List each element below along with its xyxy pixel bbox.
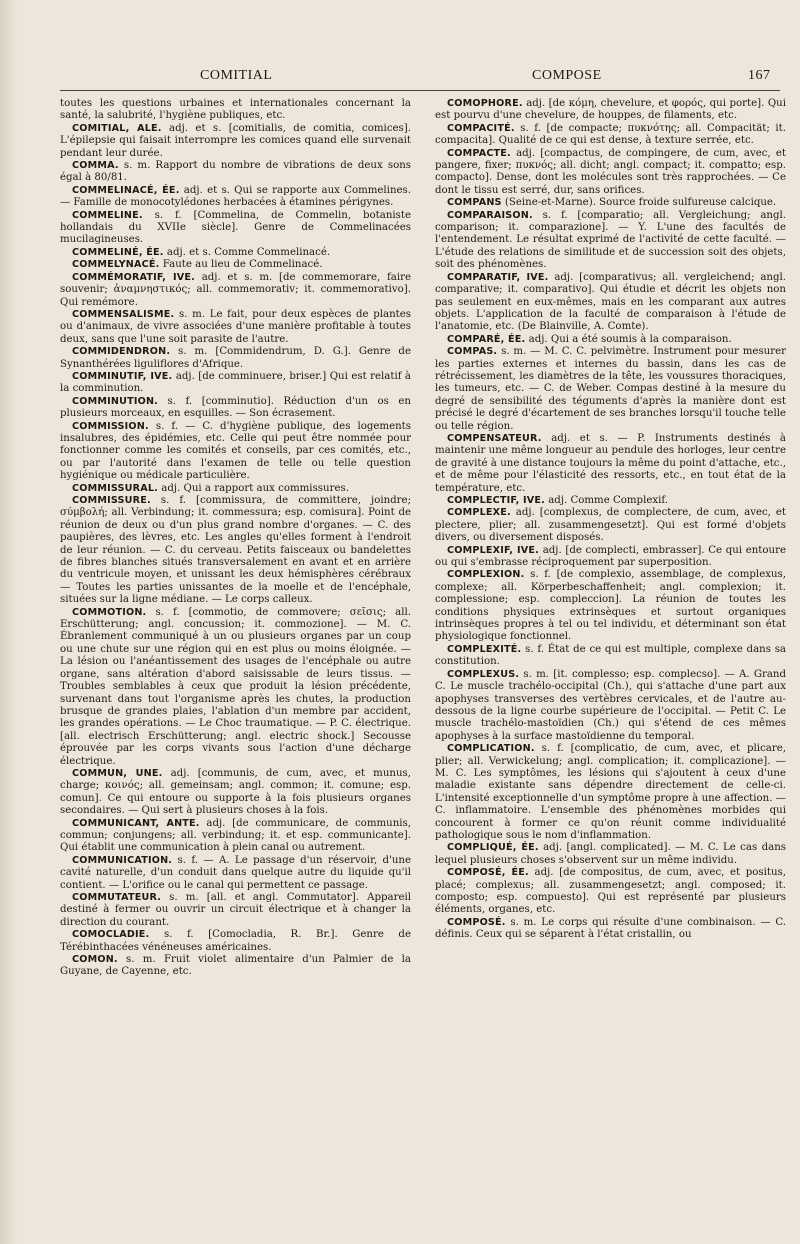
entry-definition: adj. et s. Comme Commelinacé. — [163, 246, 331, 258]
entry-definition: s. f. [comminutio]. Réduction d'un os en plusieurs morceaux, en esquilles. — Son écrasement. — [60, 395, 411, 420]
entry-definition: (Seine-et-Marne). Source froide sulfureuse calcique. — [501, 197, 777, 209]
entry-definition: s. m. — M. C. C. pelvimètre. Instrument pour mesurer les parties externes et internes du bassin, dans les cas de rétrécissement, les diamètres de la tête, les voussures thoraciques, les tumeurs, etc. — C. de Weber. Compas destiné à la mesure du degré de sensibilité des téguments d'après la manière dont est précisé le degré d'écartement de ses branches lorsqu'il touche telle ou telle région. — [435, 346, 786, 432]
entry-headword: COMMISSURE. — [72, 495, 151, 506]
header-rule — [60, 90, 780, 91]
entry-headword: COMPENSATEUR. — [447, 432, 542, 444]
entry-headword: COMOPHORE. — [447, 98, 523, 109]
entry-headword: COMMUTATEUR. — [72, 892, 162, 903]
entry-headword: COMMINUTION. — [72, 395, 159, 407]
dictionary-entry — [60, 495, 411, 607]
entry-headword: COMPARATIF, IVE. — [447, 271, 549, 283]
entry-headword: COMMENSALISME. — [72, 308, 175, 320]
dictionary-entry — [435, 123, 786, 148]
entry-headword: COMMISSION. — [72, 420, 149, 432]
dictionary-entry — [60, 371, 411, 396]
dictionary-entry — [435, 346, 786, 433]
entry-definition: adj. et s. — P. Instruments destinés à maintenir une même longueur au pendule des horloges, leur centre de gravité à une distance toujours la même du point d'attache, etc., et de même pour l'élasticité des ressorts, etc., en tout état de la température, etc. — [435, 432, 786, 494]
entry-headword: COMON. — [72, 954, 118, 966]
dictionary-entry — [435, 433, 786, 495]
entry-definition: s. f. [commissura, de committere, joindre; σύμβολή; all. Verbindung; it. commessura; esp. comisura]. Point de réunion de deux ou d'un plus grand nombre d'organes. — C. des paupières, des lèvres, etc. Les angles qu'elles forment à l'endroit de leur réunion. — C. du cerveau. Petits faisceaux ou bandelettes de fibres blanches situés transversalement en avant et en arrière du ventricule moyen, et unissant les deux hémisphères cérébraux — Toutes les parties unissantes de la moelle et de l'encéphale, situées sur la ligne médiane. — Le corps calleux. — [60, 495, 411, 606]
entry-definition: s. m. [all. et angl. Commutator]. Appareil destiné à fermer ou ouvrir un circuit électrique et à changer la direction du courant. — [60, 892, 411, 928]
entry-headword: COMMA. — [72, 160, 119, 172]
entry-definition: toutes les questions urbaines et internationales concernant la santé, la salubrité, l'hygiène publiques, etc. — [60, 98, 411, 122]
entry-definition: adj. Comme Complexif. — [544, 495, 669, 506]
entry-headword: COMPAS. — [447, 346, 498, 358]
dictionary-entry — [435, 495, 786, 507]
dictionary-entry — [435, 98, 786, 123]
entry-headword: COMPARAISON. — [447, 209, 533, 221]
dictionary-entry — [60, 396, 411, 421]
entry-headword: COMPACITÉ. — [447, 122, 515, 134]
entry-definition: adj. [communis, de cum, avec, et munus, charge; κοινός; all. gemeinsam; angl. common; it. comune; esp. comun]. Ce qui entoure ou supporte à la fois plusieurs organes secondaires. — Qui sert à plusieurs choses à la fois. — [60, 767, 411, 817]
dictionary-entry — [60, 346, 411, 371]
entry-definition: adj. [comparativus; all. vergleichend; angl. comparative; it. comparativo]. Qui étudie et décrit les objets non pas seulement en eux-mêmes, mais en les comparant aux autres objets. L'application de la faculté de comparaison à l'étude de l'anatomie, etc. (De Blainville, A. Comte). — [435, 271, 786, 333]
entry-headword: COMPLEXITÉ. — [447, 643, 522, 655]
dictionary-entry — [60, 855, 411, 892]
dictionary-entry — [435, 197, 786, 209]
entry-definition: s. m. Rapport du nombre de vibrations de deux sons égal à 80/81. — [60, 160, 411, 184]
dictionary-entry — [435, 743, 786, 842]
dictionary-entry — [60, 309, 411, 346]
dictionary-entry — [60, 954, 411, 979]
entry-definition: adj. [de communicare, de communis, commun; conjungens; all. verbindung; it. et esp. communicante]. Qui établit une communication à plein canal ou autrement. — [60, 817, 411, 854]
dictionary-entry — [435, 148, 786, 198]
dictionary-entry — [435, 545, 786, 570]
right-column — [435, 98, 786, 979]
dictionary-entry — [60, 247, 411, 259]
entry-definition: s. m. [Commidendrum, D. G.]. Genre de Synanthérées liguliflores d'Afrique. — [60, 346, 411, 370]
entry-definition: s. f. [de compacte; πυκνότης; all. Compacität; it. compacita]. Qualité de ce qui est dense, à texture serrée, etc. — [435, 122, 786, 147]
entry-definition: s. f. État de ce qui est multiple, complexe dans sa constitution. — [435, 643, 786, 668]
entry-definition: adj. [de comminuere, briser.] Qui est relatif à la comminution. — [60, 370, 411, 395]
text-columns — [60, 98, 786, 979]
dictionary-entry — [60, 607, 411, 768]
entry-headword: COMMELINE. — [72, 209, 143, 221]
entry-definition: s. f. [comparatio; all. Vergleichung; angl. comparison; it. comparazione]. — Y. L'une des facultés de l'entendement. Le résultat exprimé de l'activité de cette faculté. — L'étude des relations de similitude et de succession soit des objets, soit des phénomènes. — [435, 209, 786, 271]
entry-headword: COMPARÉ, ÉE. — [447, 333, 526, 345]
dictionary-entry — [435, 644, 786, 669]
dictionary-entry — [60, 272, 411, 309]
dictionary-entry — [60, 768, 411, 818]
entry-headword: COMOCLADIE. — [72, 929, 150, 941]
entry-headword: COMPLECTIF, IVE. — [447, 495, 545, 506]
dictionary-entry — [435, 507, 786, 544]
entry-headword: COMMUN, UNE. — [72, 767, 163, 779]
entry-definition: Faute au lieu de Commelinacé. — [159, 259, 323, 271]
entry-definition: adj. Qui a été soumis à la comparaison. — [525, 333, 732, 345]
entry-definition: s. f. [Commelina, de Commelin, botaniste hollandais du XVIIe siècle]. Genre de Commelinacées mucilagineuses. — [60, 209, 411, 246]
entry-definition: adj. [de compositus, de cum, avec, et positus, placé; complexus; all. zusammengesetzt; angl. composed; it. composto; esp. compuesto]. Qui est représenté par plusieurs éléments, organes, etc. — [435, 867, 786, 916]
entry-definition: s. m. [it. complesso; esp. complecso]. — A. Grand C. Le muscle trachélo-occipital (Ch.), qui s'attache d'une part aux apophyses transverses des vertèbres cervicales, et de l'autre au-dessous de la ligne courbe supérieure de l'occipital. — Petit C. Le muscle trachélo-mastoïdien (Ch.) qui s'étend de ces mêmes apophyses à la surface mastoïdienne du temporal. — [435, 668, 786, 742]
entry-definition: s. m. Le fait, pour deux espèces de plantes ou d'animaux, de vivre associées d'une manière profitable à toutes deux, sans que l'une soit parasite de l'autre. — [60, 308, 411, 345]
entry-definition: adj. [de κόμη, chevelure, et φορός, qui porte]. Qui est pourvu d'une chevelure, de houppes, de filaments, etc. — [435, 98, 786, 122]
entry-definition: s. f. [Comocladia, R. Br.]. Genre de Térébinthacées vénéneuses américaines. — [60, 929, 411, 953]
entry-definition: adj. et s. Qui se rapporte aux Commelines. — Famille de monocotylédones herbacées à étamines périgynes. — [60, 184, 412, 209]
dictionary-entry — [60, 185, 411, 210]
header-right-word: COMPOSE — [532, 68, 602, 83]
entry-headword: COMPLEXUS. — [447, 668, 520, 680]
entry-definition: s. m. Le corps qui résulte d'une combinaison. — C. définis. Ceux qui se séparent à l'état cristallin, ou — [435, 916, 786, 941]
entry-headword: COMPLIQUÉ, ÉE. — [447, 842, 539, 854]
running-header — [0, 68, 800, 90]
entry-definition: adj. et s. [comitialis, de comitia, comices]. L'épilepsie qui faisait interrompre les comices quand elle survenait pendant leur durée. — [60, 122, 411, 159]
entry-headword: COMMUNICANT, ANTE. — [72, 817, 200, 829]
entry-definition: adj. [angl. complicated]. — M. C. Le cas dans lequel plusieurs choses s'observent sur un même individu. — [435, 842, 786, 866]
entry-definition: s. f. [commotio, de commovere; σεῖσις; all. Erschütterung; angl. concussion; it. commozione]. — M. C. Ébranlement communiqué à un ou plusieurs organes par un coup ou une chute sur une région qui en est plus ou moins éloignée. — La lésion ou l'anéantissement des usages de l'encéphale ou autre organe, sans altération d'abord saisissable de leurs tissus. — Troubles semblables à ceux que produit la lésion précédente, survenant dans tout l'organisme après les chutes, la production brusque de grandes plaies, l'ablation d'un membre par accident, les grandes opérations. — Le Choc traumatique. — P. C. électrique. [all. electrisch Erschütterung; angl. electric shock.] Secousse éprouvée par les corps vivants sous l'action d'une décharge électrique. — [60, 606, 411, 767]
dictionary-entry — [60, 123, 411, 160]
entry-definition: s. f. — A. Le passage d'un réservoir, d'une cavité naturelle, d'un conduit dans quelque autre du liquide qu'il contient. — L'orifice ou le canal qui permettent ce passage. — [60, 854, 411, 891]
entry-headword: COMPANS — [447, 197, 502, 209]
entry-headword: COMPOSÉ. — [447, 916, 506, 928]
entry-definition: adj. [de complecti, embrasser]. Ce qui entoure ou qui s'embrasse réciproquement par superposition. — [435, 544, 786, 569]
entry-headword: COMMOTION. — [72, 606, 147, 618]
dictionary-entry — [60, 892, 411, 929]
dictionary-entry — [435, 272, 786, 334]
dictionary-entry — [60, 210, 411, 247]
entry-headword: COMPOSÉ, ÉE. — [447, 867, 529, 879]
dictionary-entry — [60, 259, 411, 271]
header-left-word: COMITIAL — [200, 68, 273, 83]
entry-definition: s. m. Fruit violet alimentaire d'un Palmier de la Guyane, de Cayenne, etc. — [60, 954, 411, 978]
dictionary-entry — [435, 842, 786, 867]
left-column — [60, 98, 411, 979]
entry-definition: adj. Qui a rapport aux commissures. — [158, 482, 349, 494]
dictionary-entry — [435, 867, 786, 917]
page-gutter — [0, 0, 18, 1244]
entry-definition: adj. [complexus, de complectere, de cum, avec, et plectere, plier; all. zusammengesetzt]. Qui est formé d'objets divers, ou diversement disposés. — [435, 507, 786, 544]
entry-definition: adj. et s. m. [de commemorare, faire souvenir; ἀναμνηστικός; all. commemorativ; it. commemorativo]. Qui remémore. — [60, 271, 411, 308]
entry-headword: COMPLICATION. — [447, 743, 535, 755]
entry-headword: COMMELINACÉ, ÉE. — [72, 184, 180, 196]
dictionary-entry — [60, 929, 411, 954]
entry-definition: s. f. — C. d'hygiène publique, des logements insalubres, des épidémies, etc. Celle qui peut être nommée pour fonctionner comme les comités et conseils, par ces comités, etc., ou par l'autorité dans l'examen de telle ou telle question hygiénique ou médicale particulière. — [60, 420, 411, 482]
dictionary-entry — [435, 210, 786, 272]
entry-headword: COMMIDENDRON. — [72, 346, 171, 358]
entry-definition: s. f. [de complexio, assemblage, de complexus, complexe; all. Körperbeschaffenheit; angl. complexion; it. complessione; esp. compleccion]. La réunion de toutes les conditions physiques extrinsèques et surtout organiques intrinsèques propres à tel ou tel individu, et déterminant son état physiologique fonctionnel. — [435, 569, 786, 643]
dictionary-entry — [60, 98, 411, 123]
dictionary-entry — [60, 421, 411, 483]
entry-headword: COMMUNICATION. — [72, 854, 173, 866]
entry-headword: COMPLEXE. — [447, 507, 511, 519]
entry-headword: COMMISSURAL. — [72, 482, 159, 494]
entry-headword: COMMÉMORATIF, IVE. — [72, 271, 195, 283]
entry-headword: COMITIAL, ALE. — [72, 122, 162, 134]
page-number: 167 — [748, 68, 771, 83]
dictionary-entry — [435, 569, 786, 643]
dictionary-entry — [435, 334, 786, 346]
dictionary-entry — [435, 669, 786, 743]
entry-headword: COMPLEXION. — [447, 569, 525, 581]
entry-definition: adj. [compactus, de compingere, de cum, avec, et pangere, fixer; πυκνός; all. dicht; angl. compact; it. compatto; esp. compacto]. Dense, dont les molécules sont très rapprochées. — Ce dont le tissu est serré, dur, sans orifices. — [435, 147, 786, 196]
entry-headword: COMMINUTIF, IVE. — [72, 370, 173, 382]
dictionary-entry — [60, 483, 411, 495]
entry-definition: s. f. [complicatio, de cum, avec, et plicare, plier; all. Verwickelung; angl. complication; it. complicazione]. — M. C. Les symptômes, les lésions qui s'ajoutent à ceux d'une maladie existante sans dépendre directement de celle-ci. L'intensité exceptionnelle d'un symptôme propre à une affection. — C. inflammatoire. L'ensemble des phénomènes morbides qui concourent à former ce qu'on réunit comme individualité pathologique sous le nom d'inflammation. — [435, 743, 786, 841]
dictionary-entry — [435, 917, 786, 942]
entry-headword: COMPACTE. — [447, 147, 511, 159]
dictionary-entry — [60, 160, 411, 185]
entry-headword: COMMELINÉ, ÉE. — [72, 246, 164, 258]
dictionary-entry — [60, 818, 411, 855]
entry-headword: COMPLEXIF, IVE. — [447, 544, 540, 556]
entry-headword: COMMELYNACÉ. — [72, 259, 160, 271]
